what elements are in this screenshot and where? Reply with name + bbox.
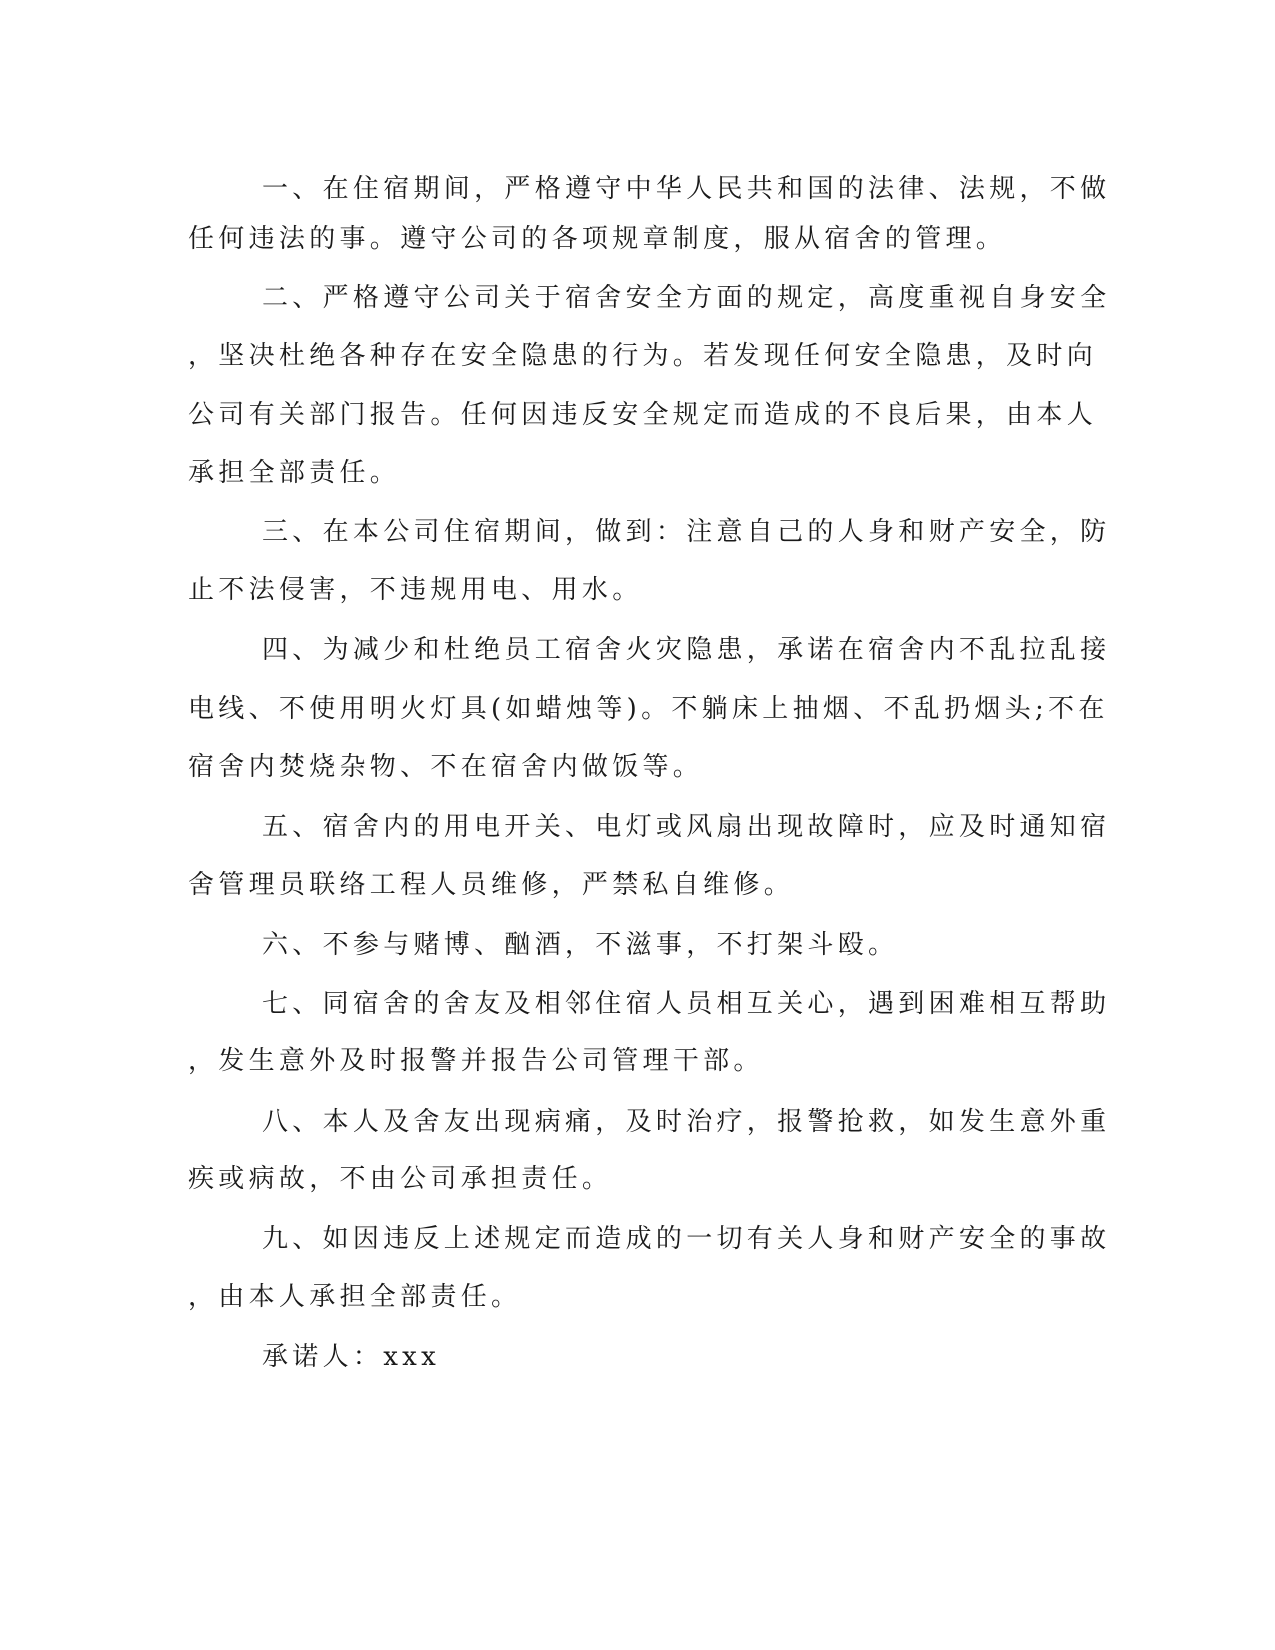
clause-3-line-1: 三、在本公司住宿期间，做到：注意自己的人身和财产安全，防 [262, 517, 1111, 547]
clause-9-line-2: ，由本人承担全部责任。 [188, 1282, 522, 1312]
clause-2-line-1: 二、严格遵守公司关于宿舍安全方面的规定，高度重视自身安全 [262, 283, 1111, 313]
clause-2-line-3: 公司有关部门报告。任何因违反安全规定而造成的不良后果，由本人 [188, 400, 1098, 430]
clause-1-line-1: 一、在住宿期间，严格遵守中华人民共和国的法律、法规，不做 [262, 174, 1111, 204]
clause-5-line-1: 五、宿舍内的用电开关、电灯或风扇出现故障时，应及时通知宿 [262, 812, 1111, 842]
clause-9-line-1: 九、如因违反上述规定而造成的一切有关人身和财产安全的事故 [262, 1224, 1111, 1254]
clause-7-line-1: 七、同宿舍的舍友及相邻住宿人员相互关心，遇到困难相互帮助 [262, 989, 1111, 1019]
clause-6-line-1: 六、不参与赌博、酗酒，不滋事，不打架斗殴。 [262, 930, 899, 960]
clause-8-line-2: 疾或病故，不由公司承担责任。 [188, 1164, 613, 1194]
clause-4-line-1: 四、为减少和杜绝员工宿舍火灾隐患，承诺在宿舍内不乱拉乱接 [262, 635, 1111, 665]
clause-1-line-2: 任何违法的事。遵守公司的各项规章制度，服从宿舍的管理。 [188, 224, 1007, 254]
clause-2-line-2: ，坚决杜绝各种存在安全隐患的行为。若发现任何安全隐患，及时向 [188, 341, 1098, 371]
clause-2-line-4: 承担全部责任。 [188, 458, 401, 488]
clause-7-line-2: ，发生意外及时报警并报告公司管理干部。 [188, 1046, 764, 1076]
clause-4-line-2: 电线、不使用明火灯具(如蜡烛等)。不躺床上抽烟、不乱扔烟头;不在 [188, 694, 1109, 724]
clause-8-line-1: 八、本人及舍友出现病痛，及时治疗，报警抢救，如发生意外重 [262, 1107, 1111, 1137]
signatory-line: 承诺人：xxx [262, 1342, 441, 1372]
clause-5-line-2: 舍管理员联络工程人员维修，严禁私自维修。 [188, 870, 795, 900]
clause-4-line-3: 宿舍内焚烧杂物、不在宿舍内做饭等。 [188, 752, 704, 782]
clause-3-line-2: 止不法侵害，不违规用电、用水。 [188, 575, 643, 605]
